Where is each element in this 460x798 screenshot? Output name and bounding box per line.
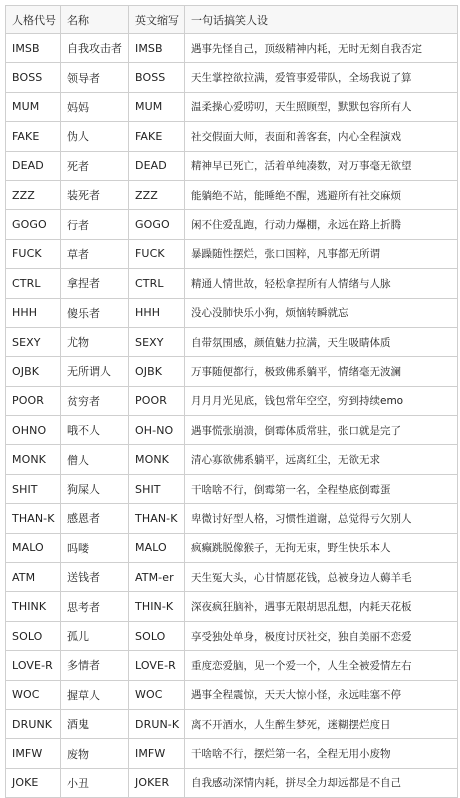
cell-code: CTRL xyxy=(6,269,61,298)
cell-name: 酒鬼 xyxy=(61,709,129,738)
cell-abbr: MONK xyxy=(129,445,185,474)
cell-abbr: THIN-K xyxy=(129,592,185,621)
cell-abbr: FUCK xyxy=(129,239,185,268)
cell-code: OHNO xyxy=(6,416,61,445)
cell-abbr: OJBK xyxy=(129,357,185,386)
cell-abbr: WOC xyxy=(129,680,185,709)
cell-desc: 深夜疯狂脑补，遇事无限胡思乱想，内耗天花板 xyxy=(185,592,458,621)
cell-desc: 精神早已死亡，活着单纯凑数，对万事毫无欲望 xyxy=(185,151,458,180)
cell-abbr: MUM xyxy=(129,92,185,121)
table-row xyxy=(6,357,458,386)
cell-code: SEXY xyxy=(6,327,61,356)
cell-desc: 自我感动深情内耗，拼尽全力却远都是不自己 xyxy=(185,768,458,797)
cell-abbr: SEXY xyxy=(129,327,185,356)
cell-abbr: FAKE xyxy=(129,122,185,151)
cell-abbr: SHIT xyxy=(129,474,185,503)
cell-code: ZZZ xyxy=(6,180,61,209)
cell-name: 傻乐者 xyxy=(61,298,129,327)
cell-code: OJBK xyxy=(6,357,61,386)
cell-code: GOGO xyxy=(6,210,61,239)
cell-name: 妈妈 xyxy=(61,92,129,121)
cell-name: 行者 xyxy=(61,210,129,239)
cell-name: 贫穷者 xyxy=(61,386,129,415)
cell-name: 吗喽 xyxy=(61,533,129,562)
table-header xyxy=(6,6,458,34)
cell-code: POOR xyxy=(6,386,61,415)
cell-abbr: DRUN-K xyxy=(129,709,185,738)
cell-code: MONK xyxy=(6,445,61,474)
cell-abbr: LOVE-R xyxy=(129,651,185,680)
cell-desc: 离不开酒水，人生醉生梦死，迷糊摆烂度日 xyxy=(185,709,458,738)
cell-code: WOC xyxy=(6,680,61,709)
cell-name: 握草人 xyxy=(61,680,129,709)
cell-abbr: DEAD xyxy=(129,151,185,180)
table-row xyxy=(6,386,458,415)
cell-desc: 卑微讨好型人格，习惯性道谢，总觉得亏欠别人 xyxy=(185,504,458,533)
cell-abbr: SOLO xyxy=(129,621,185,650)
table-row xyxy=(6,92,458,121)
personality-table xyxy=(5,5,458,798)
cell-name: 死者 xyxy=(61,151,129,180)
table-body xyxy=(6,34,458,798)
cell-abbr: GOGO xyxy=(129,210,185,239)
table-row xyxy=(6,122,458,151)
cell-name: 哦不人 xyxy=(61,416,129,445)
cell-desc: 月月月光见底，钱包常年空空，穷到持续emo xyxy=(185,386,458,415)
header-abbr: 英文缩写 xyxy=(129,6,185,34)
cell-desc: 重度恋爱脑，见一个爱一个，人生全被爱情左右 xyxy=(185,651,458,680)
cell-abbr: MALO xyxy=(129,533,185,562)
cell-abbr: JOKER xyxy=(129,768,185,797)
table-row xyxy=(6,34,458,63)
cell-code: MUM xyxy=(6,92,61,121)
cell-desc: 闲不住爱乱跑，行动力爆棚，永远在路上折腾 xyxy=(185,210,458,239)
cell-code: ATM xyxy=(6,563,61,592)
table-row xyxy=(6,269,458,298)
table-row xyxy=(6,504,458,533)
cell-desc: 暴躁随性摆烂，张口国粹，凡事都无所谓 xyxy=(185,239,458,268)
table-row xyxy=(6,239,458,268)
cell-desc: 社交假面大师，表面和善客套，内心全程演戏 xyxy=(185,122,458,151)
cell-desc: 天生冤大头，心甘情愿花钱，总被身边人薅羊毛 xyxy=(185,563,458,592)
cell-desc: 遇事先怪自己，顶级精神内耗，无时无刻自我否定 xyxy=(185,34,458,63)
cell-name: 狗屎人 xyxy=(61,474,129,503)
cell-name: 尤物 xyxy=(61,327,129,356)
header-desc: 一句话搞笑人设 xyxy=(185,6,458,34)
cell-name: 废物 xyxy=(61,739,129,768)
cell-name: 僧人 xyxy=(61,445,129,474)
table-row xyxy=(6,651,458,680)
table-row xyxy=(6,592,458,621)
cell-name: 感恩者 xyxy=(61,504,129,533)
cell-code: JOKE xyxy=(6,768,61,797)
table-row xyxy=(6,327,458,356)
cell-name: 自我攻击者 xyxy=(61,34,129,63)
table-row xyxy=(6,474,458,503)
cell-name: 领导者 xyxy=(61,63,129,92)
cell-name: 小丑 xyxy=(61,768,129,797)
table-row xyxy=(6,298,458,327)
table-row xyxy=(6,180,458,209)
cell-desc: 没心没肺快乐小狗，烦恼转瞬就忘 xyxy=(185,298,458,327)
cell-code: HHH xyxy=(6,298,61,327)
cell-abbr: IMSB xyxy=(129,34,185,63)
table-row xyxy=(6,210,458,239)
cell-code: MALO xyxy=(6,533,61,562)
cell-desc: 自带氛围感，颜值魅力拉满，天生吸睛体质 xyxy=(185,327,458,356)
cell-abbr: HHH xyxy=(129,298,185,327)
cell-code: LOVE-R xyxy=(6,651,61,680)
cell-desc: 遇事全程震惊，天天大惊小怪，永远哇塞不停 xyxy=(185,680,458,709)
cell-name: 无所谓人 xyxy=(61,357,129,386)
cell-abbr: IMFW xyxy=(129,739,185,768)
cell-code: BOSS xyxy=(6,63,61,92)
cell-abbr: ZZZ xyxy=(129,180,185,209)
cell-abbr: CTRL xyxy=(129,269,185,298)
cell-code: IMFW xyxy=(6,739,61,768)
cell-code: DRUNK xyxy=(6,709,61,738)
cell-desc: 天生掌控欲拉满，爱管事爱带队，全场我说了算 xyxy=(185,63,458,92)
cell-desc: 干啥啥不行，摆烂第一名，全程无用小废物 xyxy=(185,739,458,768)
cell-abbr: BOSS xyxy=(129,63,185,92)
table-row xyxy=(6,416,458,445)
cell-desc: 能躺绝不站，能睡绝不醒，逃避所有社交麻烦 xyxy=(185,180,458,209)
cell-code: FUCK xyxy=(6,239,61,268)
cell-name: 孤儿 xyxy=(61,621,129,650)
header-code: 人格代号 xyxy=(6,6,61,34)
cell-name: 多情者 xyxy=(61,651,129,680)
table-row xyxy=(6,621,458,650)
cell-desc: 精通人情世故，轻松拿捏所有人情绪与人脉 xyxy=(185,269,458,298)
table-row xyxy=(6,739,458,768)
cell-code: FAKE xyxy=(6,122,61,151)
header-row xyxy=(6,6,458,34)
cell-name: 思考者 xyxy=(61,592,129,621)
cell-code: THINK xyxy=(6,592,61,621)
cell-desc: 清心寡欲佛系躺平，远离红尘，无欲无求 xyxy=(185,445,458,474)
cell-desc: 万事随便都行，极致佛系躺平，情绪毫无波澜 xyxy=(185,357,458,386)
cell-code: THAN-K xyxy=(6,504,61,533)
table-row xyxy=(6,445,458,474)
table-row xyxy=(6,563,458,592)
cell-abbr: OH-NO xyxy=(129,416,185,445)
table-row xyxy=(6,768,458,797)
cell-code: IMSB xyxy=(6,34,61,63)
table-row xyxy=(6,533,458,562)
header-name: 名称 xyxy=(61,6,129,34)
cell-abbr: POOR xyxy=(129,386,185,415)
cell-desc: 干啥啥不行，倒霉第一名，全程垫底倒霉蛋 xyxy=(185,474,458,503)
cell-code: DEAD xyxy=(6,151,61,180)
cell-desc: 享受独处单身，极度讨厌社交，独自美丽不恋爱 xyxy=(185,621,458,650)
cell-code: SHIT xyxy=(6,474,61,503)
cell-name: 装死者 xyxy=(61,180,129,209)
table-row xyxy=(6,709,458,738)
table-row xyxy=(6,63,458,92)
cell-name: 草者 xyxy=(61,239,129,268)
table-row xyxy=(6,151,458,180)
cell-abbr: THAN-K xyxy=(129,504,185,533)
cell-name: 拿捏者 xyxy=(61,269,129,298)
cell-desc: 温柔操心爱唠叨，天生照顾型，默默包容所有人 xyxy=(185,92,458,121)
table-row xyxy=(6,680,458,709)
cell-code: SOLO xyxy=(6,621,61,650)
cell-name: 伪人 xyxy=(61,122,129,151)
cell-abbr: ATM-er xyxy=(129,563,185,592)
cell-desc: 疯癫跳脱像猴子，无拘无束，野生快乐本人 xyxy=(185,533,458,562)
cell-desc: 遇事慌张崩溃，倒霉体质常驻，张口就是完了 xyxy=(185,416,458,445)
cell-name: 送钱者 xyxy=(61,563,129,592)
